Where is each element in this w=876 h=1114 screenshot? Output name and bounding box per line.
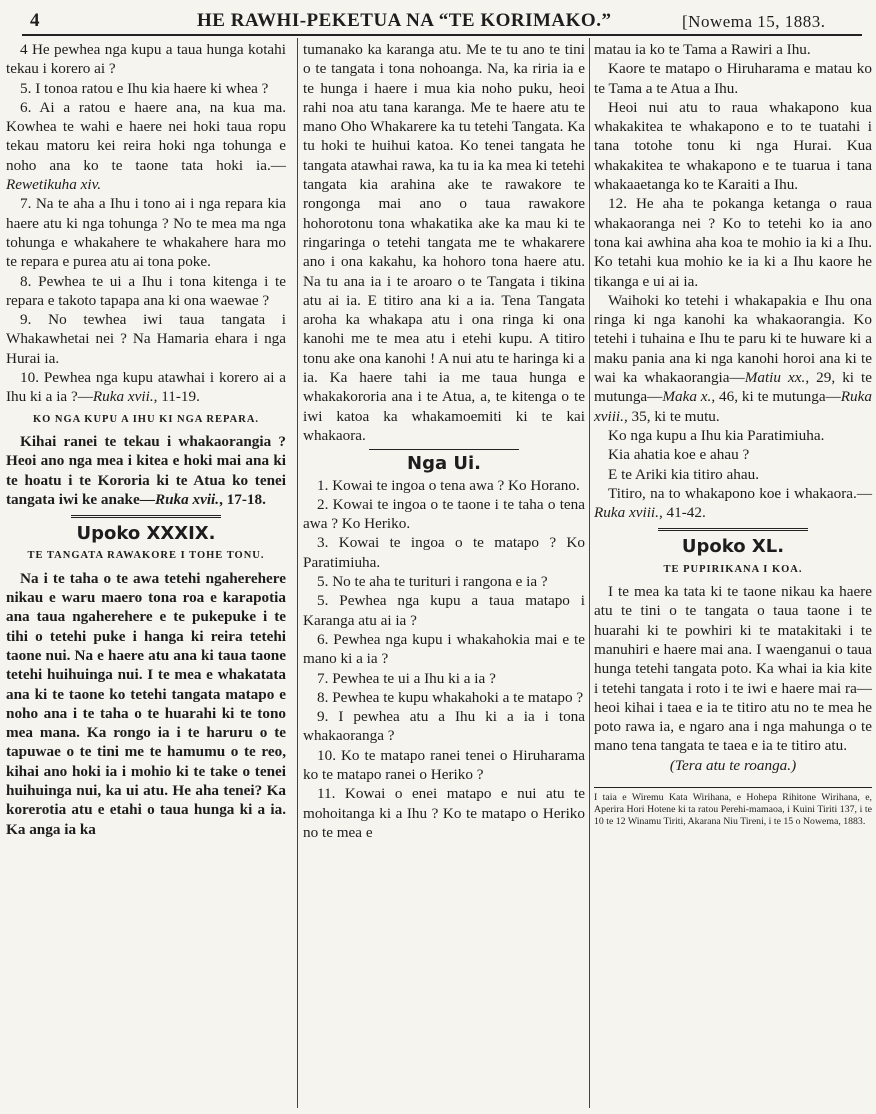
story-paragraph: I te mea ka tata ki te taone nikau ka haere atu te tini o te tangata o taua taone i te huarahi ki te powhiri ki te matakitaki i te manuhiri e haere mai ana. I waenganui o taua hunga tetehi tangata poto. Ka whai ia kia kite i tetehi tangata i roto i te iwi e haere mai ra—heoi kihai i taea e ia te titiro atu no te mea he poto rawa ia, e ngaro ana i nga mahunga o te mano tena tangata te taea e ia te titiro atu. (594, 583, 872, 755)
question-2: 2. Kowai te ingoa o te taone i te taha o tena awa ? Ko Heriko. (303, 495, 585, 533)
question-5: 5. Pewhea nga kupu a taua matapo i Karanga atu ai ia ? (303, 592, 585, 629)
scripture-reference: Ruka xvii. (154, 490, 220, 508)
column-divider (589, 38, 590, 1108)
dialogue-line: Titiro, na to whakapono koe i whakaora.—Ruka xviii., 41-42. (594, 484, 872, 522)
paragraph: Kaore te matapo o Hiruharama e matau ko te Tama a te Atua a Ihu. (594, 60, 872, 97)
page-number: 4 (30, 10, 40, 31)
question-3: 3. Kowai te ingoa o te matapo ? Ko Paratimiuha. (303, 534, 585, 571)
question-4: 5. No te aha te turituri i rangona e ia ? (317, 573, 548, 591)
chapter-heading: Upoko XL. (681, 536, 785, 558)
question-9: 9. No tewhea iwi taua tangata i Whakawhetai nei ? Na Hamaria ehara i nga Hurai ia. (6, 311, 286, 367)
question-8: 8. Pewhea te ui a Ihu i tona kitenga i te repara e takoto tapapa ana ki ona waewae ? (6, 272, 286, 309)
dialogue-line: E te Ariki kia titiro ahau. (608, 465, 759, 483)
question-5: 5. I tonoa ratou e Ihu kia haere ki whea ? (20, 79, 269, 97)
scripture-reference: Ruka xviii. (594, 504, 659, 522)
section-heading: Nga Ui. (407, 453, 481, 475)
question-7: 7. Na te aha a Ihu i tono ai i nga repara kia haere atu ki nga tohunga ? No te mea ma nga tohunga e whakahere te whakahere hara mo te repara e purea atu ai tona poke. (6, 195, 286, 271)
scripture-reference: Maka x. (662, 388, 712, 406)
page-header (22, 6, 862, 36)
story-paragraph: tumanako ka karanga atu. Me te tu ano te tini o te tangata i tona nohoanga. Na, ka riria ia e te hunga i haere i mua kia noho puku, heoi rahi noa atu tana karanga. Me te haere atu te mano Oho Whakarere ka tu tetehi Tangata. Ka tu hoki te huihui katoa. Ko tenei tangata he tangata atawhai rawa, ka tu ia ka mea ki tetehi tangata kia arahina ake te rawakore te rongonga mai ano o taua rawakore hohorotonu tona whakatika ake ka mau ki te ringaringa o tetehi tangata me te whakarere ano i ona kakahu, ka hohoro tona haere atu. Na tu ana ia i te aroaro o te Tangata i tikina atu ai ia. E titiro ana ki a ia. Tena Tangata aroha ka whakapa atu i ona ringa ki ona kanohi me te mea atu i etehi kupu. A titiro tonu ake ona kanohi ! A nui atu te haringa ki a ia. Ka haere tahi ia me taua hunga e whakakororia ana i te Atua, a, te kitenga o te iwi katoa ka whakamoemiti ki te kai whakaora. (303, 41, 585, 444)
continued-note: (Tera atu te roanga.) (669, 756, 797, 774)
question-8: 8. Pewhea te kupu whakahoki a te matapo ? (317, 688, 584, 706)
column-1 (6, 40, 286, 839)
section-subheading: KO NGA KUPU A IHU KI NGA REPARA. (32, 413, 260, 425)
question-11: 11. Kowai o enei matapo e nui atu te mohoitanga ki a Ihu ? Ko te matapo o Heriko no te mea e (303, 785, 585, 841)
newspaper-title: HE RAWHI-PEKETUA NA “TE KORIMAKO.” (197, 10, 612, 31)
paragraph: Kihai ranei te tekau i whakaorangia ? Heoi ano nga mea i kitea e hoki mai ana ki te hoatu i te Kororia ki te Atua ko tenei tangata iwi ke anake—Ruka xvii., 17-18. (6, 432, 286, 508)
chapter-subheading: TE TANGATA RAWAKORE I TOHE TONU. (27, 550, 265, 562)
dialogue-line: Kia ahatia koe e ahau ? (608, 446, 750, 464)
chapter-subheading: TE PUPIRIKANA I KOA. (663, 563, 803, 575)
story-paragraph: Na i te taha o te awa tetehi ngaherehere nikau e waru maero tona roa e karapotia ana taua ngaherehere e te pukepuke i te tihi o tetehi puke i hanga ki reira tetehi taone nui. Na e haere atu ana ki taua taone tetehi huihuinga nui. I te mea e whakatata ana ki te taone ko tetehi tangata matapo e noho ana i te taha o te huarahi ki te tono mea mana. Ka rongo ia i te haruru o te tapuwae o te tini me te hamumu o te reo, kihai ano hoki ia i mohio ki te take o tenei huihuinga nui, ka ui atu. He aha tenei? Ka korerotia atu e etahi o taua hunga ki a ia. Ka anga ia ka (6, 569, 286, 838)
column-2 (303, 40, 585, 842)
divider (71, 515, 221, 520)
paragraph: Heoi nui atu to raua whakapono kua whakakitea te whakapono e to te tuatahi i tana totohe tonu ki nga Hurai. Kua whakakitea te whakapono e te tuarua i tana whakaaetanga ko te Karaiti a Ihu. (594, 98, 872, 194)
printer-imprint: I taia e Wiremu Kata Wirihana, e Hohepa Rihitone Wirihana, e, Aperira Hori Hotene ki ta ratou Perehi-mamaoa, i Kuini Tiriti 137, i te 10 te 12 Winamu Tiriti, Akarana Niu Tireni, i te 15 o Nowema, 1883. (594, 787, 872, 828)
column-3 (594, 40, 872, 828)
paragraph: Waihoki ko tetehi i whakapakia e Ihu ona ringa ki nga kanohi ka whakaorangia. Ko tetehi i tuhaina e Ihu te paru ki te huware ki a maku pania ana ki nga kanohi horoi ana ki te wai ka whakaorangia—Matiu xx., 29, ki te mutunga—Maka x., 46, ki te mutunga—Ruka xviii., 35, ki te mutu. (594, 291, 873, 425)
paragraph: Ko nga kupu a Ihu kia Paratimiuha. (608, 426, 825, 444)
column-divider (297, 38, 298, 1108)
question-4: 4 He pewhea nga kupu a taua hunga kotahi tekau i korero ai ? (6, 41, 286, 78)
chapter-heading: Upoko XXXIX. (76, 523, 216, 545)
question-9: 9. I pewhea atu a Ihu ki a ia i tona whakaoranga ? (303, 708, 585, 745)
paragraph: matau ia ko te Tama a Rawiri a Ihu. (594, 41, 811, 58)
scripture-reference: Ruka xviii. (594, 388, 872, 425)
question-10: 10. Ko te matapo ranei tenei o Hiruharama ko te matapo ranei o Heriko ? (303, 746, 585, 783)
question-6: 6. Ai a ratou e haere ana, na kua ma. Kowhea te wahi e haere nei hoki taua ropu tekau matoru kei reira hoki nga tohunga e noho ana ko te taone tata hoki ia.—Rewetikuha xiv. (6, 98, 286, 194)
question-1: 1. Kowai te ingoa o tena awa ? Ko Horano. (317, 476, 580, 494)
question-12: 12. He aha te pokanga ketanga o raua whakaoranga nei ? Ko to tetehi ko ia ano tona kai awhina aha koa te mohio ia ki a Ihu. Ko tetahi kua mohio ke ia ki a Ihu kaore he tikanga e ui ai ia. (594, 195, 872, 290)
scripture-reference: Rewetikuha xiv. (6, 176, 102, 194)
question-6: 6. Pewhea nga kupu i whakahokia mai e te mano ki a ia ? (303, 630, 585, 668)
divider (658, 528, 808, 533)
divider (369, 449, 519, 450)
question-10: 10. Pewhea nga kupu atawhai i korero ai a Ihu ki a ia ?—Ruka xvii., 11-19. (6, 369, 286, 406)
question-7: 7. Pewhea te ui a Ihu ki a ia ? (317, 669, 496, 687)
scripture-reference: Matiu xx. (744, 369, 806, 387)
scripture-reference: Ruka xvii. (92, 388, 154, 406)
issue-date: [Nowema 15, 1883. (682, 12, 826, 31)
